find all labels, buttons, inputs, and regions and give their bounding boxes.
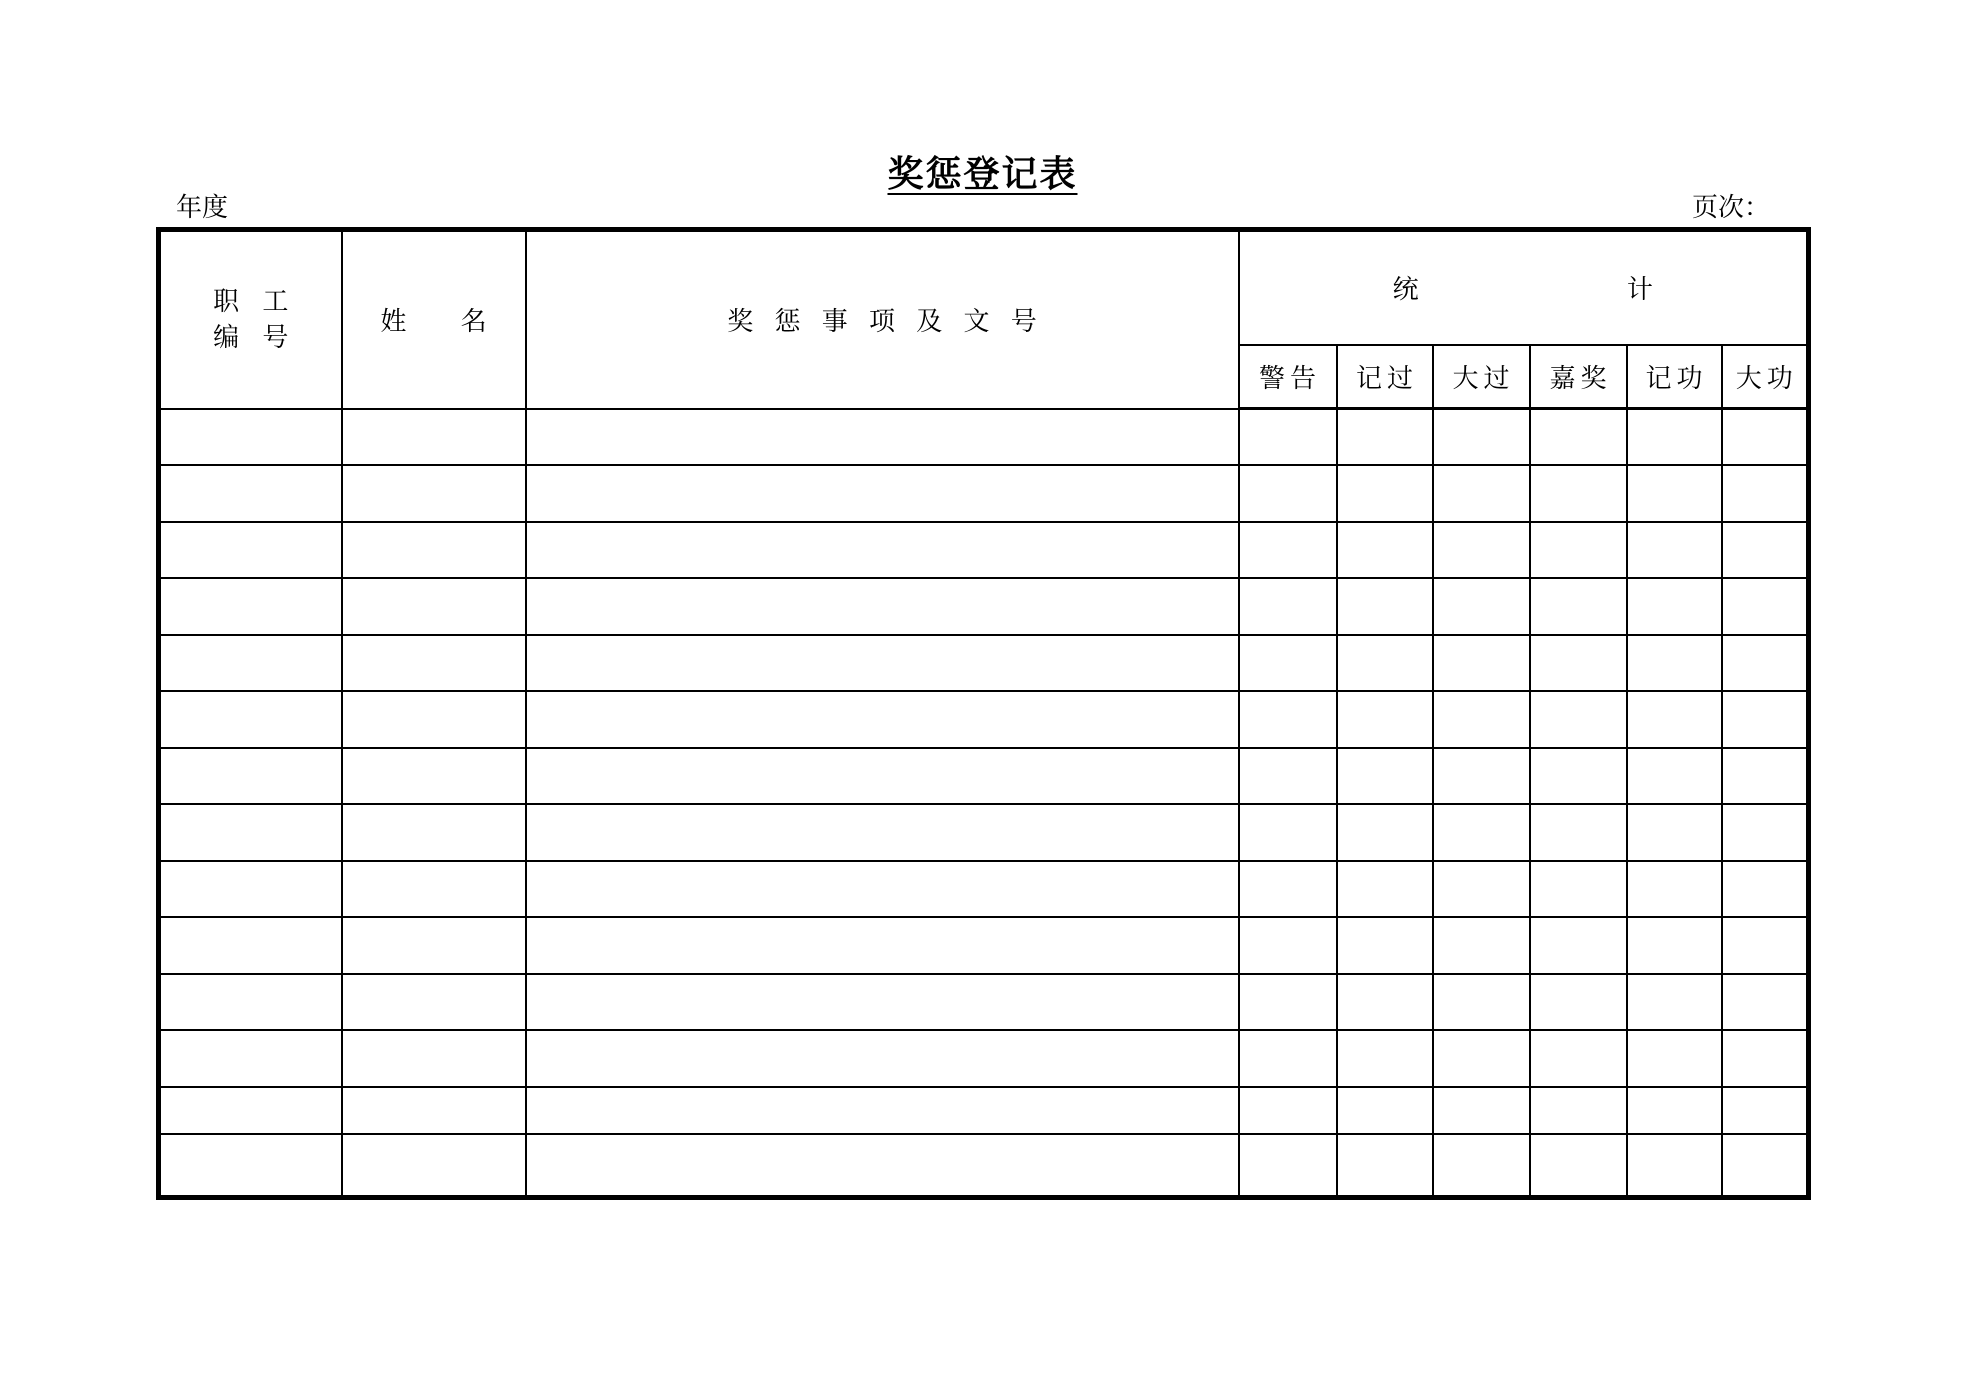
empty-cell: [1337, 635, 1433, 692]
empty-cell: [1337, 917, 1433, 974]
table-row: [159, 1134, 1809, 1198]
empty-cell: [342, 748, 526, 805]
empty-cell: [1627, 635, 1722, 692]
empty-cell: [526, 917, 1239, 974]
empty-cell: [1337, 974, 1433, 1031]
empty-cell: [159, 578, 342, 635]
empty-cell: [1433, 804, 1530, 861]
empty-cell: [1433, 917, 1530, 974]
empty-cell: [1530, 635, 1627, 692]
table-row: [159, 522, 1809, 579]
empty-cell: [1433, 522, 1530, 579]
header-name: 姓 名: [342, 230, 526, 409]
empty-cell: [342, 861, 526, 918]
table-row: [159, 1030, 1809, 1087]
table-row: [159, 635, 1809, 692]
empty-cell: [1239, 465, 1337, 522]
empty-cell: [1627, 465, 1722, 522]
empty-cell: [1433, 691, 1530, 748]
empty-cell: [1627, 917, 1722, 974]
empty-cell: [1627, 974, 1722, 1031]
empty-cell: [1627, 578, 1722, 635]
empty-cell: [1337, 1134, 1433, 1198]
empty-cell: [1433, 861, 1530, 918]
empty-cell: [1433, 1087, 1530, 1134]
table-row: [159, 804, 1809, 861]
empty-cell: [1239, 1030, 1337, 1087]
empty-cell: [1530, 748, 1627, 805]
empty-cell: [526, 748, 1239, 805]
empty-cell: [1722, 578, 1809, 635]
empty-cell: [526, 861, 1239, 918]
empty-cell: [526, 465, 1239, 522]
empty-cell: [1433, 974, 1530, 1031]
empty-cell: [1239, 635, 1337, 692]
empty-cell: [526, 578, 1239, 635]
empty-cell: [1530, 578, 1627, 635]
empty-cell: [342, 1030, 526, 1087]
empty-cell: [1239, 974, 1337, 1031]
empty-cell: [1337, 1030, 1433, 1087]
empty-cell: [1239, 522, 1337, 579]
empty-cell: [1722, 465, 1809, 522]
empty-cell: [159, 748, 342, 805]
empty-cell: [1239, 748, 1337, 805]
empty-cell: [1722, 748, 1809, 805]
table-body: [159, 409, 1809, 1198]
page-title: 奖惩登记表: [887, 154, 1078, 195]
registration-table: [156, 227, 1811, 1200]
empty-cell: [1627, 861, 1722, 918]
empty-cell: [342, 1087, 526, 1134]
header-merit: 记功: [1627, 345, 1722, 409]
table-row: [159, 917, 1809, 974]
empty-cell: [1530, 409, 1627, 466]
empty-cell: [1337, 578, 1433, 635]
header-row-main: [159, 230, 1809, 345]
empty-cell: [526, 635, 1239, 692]
header-items-doc-number: 奖 惩 事 项 及 文 号: [526, 230, 1239, 409]
empty-cell: [526, 804, 1239, 861]
header-statistics: 统 计: [1239, 230, 1809, 345]
table-row: [159, 409, 1809, 466]
empty-cell: [526, 409, 1239, 466]
empty-cell: [159, 1030, 342, 1087]
empty-cell: [1722, 635, 1809, 692]
empty-cell: [1239, 804, 1337, 861]
empty-cell: [526, 691, 1239, 748]
page-number-label: 页次：: [1692, 193, 1771, 223]
empty-cell: [1627, 1134, 1722, 1198]
empty-cell: [1239, 409, 1337, 466]
empty-cell: [159, 691, 342, 748]
empty-cell: [526, 974, 1239, 1031]
header-employee-no: [159, 230, 342, 409]
header-major-demerit: 大过: [1433, 345, 1530, 409]
empty-cell: [1722, 1030, 1809, 1087]
empty-cell: [1722, 804, 1809, 861]
empty-cell: [159, 804, 342, 861]
empty-cell: [342, 635, 526, 692]
empty-cell: [1530, 917, 1627, 974]
empty-cell: [1433, 1030, 1530, 1087]
empty-cell: [159, 974, 342, 1031]
empty-cell: [1530, 465, 1627, 522]
empty-cell: [159, 409, 342, 466]
empty-cell: [1433, 748, 1530, 805]
empty-cell: [1627, 804, 1722, 861]
empty-cell: [342, 917, 526, 974]
empty-cell: [159, 1087, 342, 1134]
empty-cell: [1722, 409, 1809, 466]
header-warning: 警告: [1239, 345, 1337, 409]
empty-cell: [1337, 465, 1433, 522]
empty-cell: [1239, 861, 1337, 918]
table-row: [159, 691, 1809, 748]
empty-cell: [1722, 1134, 1809, 1198]
empty-cell: [526, 522, 1239, 579]
year-label: 年度: [176, 193, 229, 223]
empty-cell: [159, 522, 342, 579]
empty-cell: [1433, 1134, 1530, 1198]
empty-cell: [1337, 522, 1433, 579]
empty-cell: [1239, 691, 1337, 748]
header-employee-no-line1: 职 工: [213, 286, 289, 317]
header-commendation: 嘉奖: [1530, 345, 1627, 409]
empty-cell: [159, 465, 342, 522]
empty-cell: [1530, 1087, 1627, 1134]
empty-cell: [1239, 917, 1337, 974]
header-demerit: 记过: [1337, 345, 1433, 409]
empty-cell: [1337, 1087, 1433, 1134]
empty-cell: [1627, 691, 1722, 748]
empty-cell: [1530, 804, 1627, 861]
empty-cell: [342, 804, 526, 861]
empty-cell: [159, 635, 342, 692]
empty-cell: [1337, 804, 1433, 861]
table-row: [159, 748, 1809, 805]
empty-cell: [1530, 861, 1627, 918]
table-row: [159, 861, 1809, 918]
empty-cell: [1722, 522, 1809, 579]
empty-cell: [1530, 1030, 1627, 1087]
empty-cell: [1627, 522, 1722, 579]
empty-cell: [1627, 1087, 1722, 1134]
empty-cell: [526, 1030, 1239, 1087]
empty-cell: [526, 1134, 1239, 1198]
table-row: [159, 578, 1809, 635]
empty-cell: [1722, 917, 1809, 974]
empty-cell: [1433, 465, 1530, 522]
empty-cell: [1722, 861, 1809, 918]
empty-cell: [1530, 1134, 1627, 1198]
empty-cell: [1722, 1087, 1809, 1134]
empty-cell: [342, 1134, 526, 1198]
empty-cell: [1239, 1087, 1337, 1134]
empty-cell: [1433, 409, 1530, 466]
empty-cell: [1530, 691, 1627, 748]
empty-cell: [1627, 409, 1722, 466]
table-row: [159, 1087, 1809, 1134]
empty-cell: [342, 465, 526, 522]
empty-cell: [159, 861, 342, 918]
empty-cell: [159, 1134, 342, 1198]
empty-cell: [1337, 691, 1433, 748]
empty-cell: [342, 974, 526, 1031]
empty-cell: [1722, 974, 1809, 1031]
header-major-merit: 大功: [1722, 345, 1809, 409]
empty-cell: [1530, 522, 1627, 579]
empty-cell: [342, 578, 526, 635]
empty-cell: [1337, 409, 1433, 466]
empty-cell: [1433, 635, 1530, 692]
empty-cell: [526, 1087, 1239, 1134]
empty-cell: [342, 522, 526, 579]
empty-cell: [342, 409, 526, 466]
empty-cell: [1627, 1030, 1722, 1087]
empty-cell: [1530, 974, 1627, 1031]
empty-cell: [1722, 691, 1809, 748]
empty-cell: [1337, 748, 1433, 805]
empty-cell: [1627, 748, 1722, 805]
empty-cell: [342, 691, 526, 748]
table-header: [159, 230, 1809, 409]
table-row: [159, 465, 1809, 522]
table-row: [159, 974, 1809, 1031]
empty-cell: [1239, 1134, 1337, 1198]
empty-cell: [1239, 578, 1337, 635]
empty-cell: [1337, 861, 1433, 918]
header-employee-no-line2: 编 号: [213, 322, 289, 353]
empty-cell: [159, 917, 342, 974]
empty-cell: [1433, 578, 1530, 635]
